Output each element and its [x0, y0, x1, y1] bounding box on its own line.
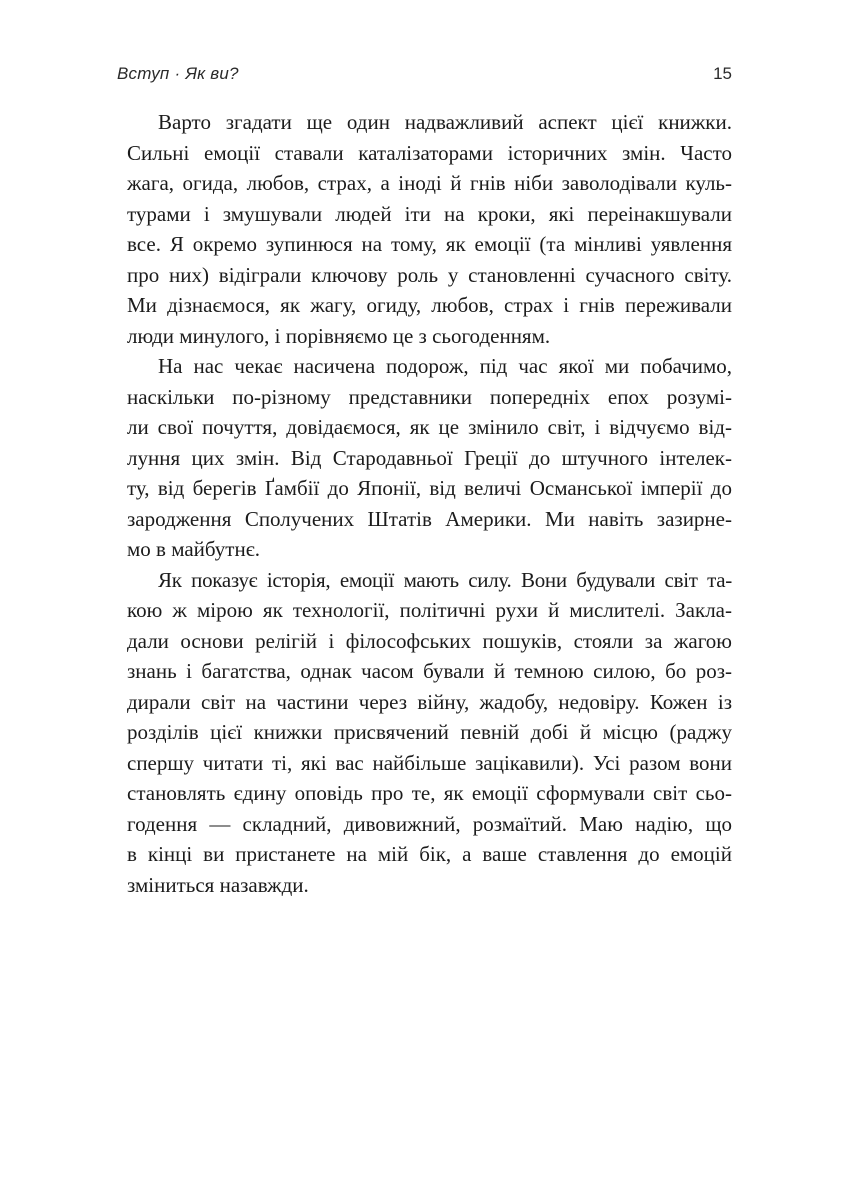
text-line: зміниться назавжди. [127, 872, 309, 897]
text-line: На нас чекає насичена подорож, під час якої ми побачимо, [158, 354, 732, 378]
text-line: луння цих змін. Від Стародавньої Греції до штучного інтелек- [127, 445, 732, 470]
running-head-separator: · [174, 64, 181, 83]
text-line: ли свої почуття, довідаємося, як це змінило світ, і відчуємо від- [127, 415, 732, 439]
text-line: знань і багатства, однак часом бували й темною силою, бо роз- [127, 659, 732, 683]
paragraph-1 [127, 107, 732, 351]
running-head-section: Вступ [117, 64, 170, 83]
text-line: зародження Сполучених Штатів Америки. Ми навіть зазирне- [127, 506, 732, 531]
running-head-chapter: Як ви? [185, 64, 239, 83]
text-line: Ми дізнаємося, як жагу, огиду, любов, страх і гнів переживали [127, 293, 732, 317]
text-line: жага, огида, любов, страх, а іноді й гнів ніби заволодівали куль- [127, 171, 732, 195]
text-line: Варто згадати ще один надважливий аспект цієї книжки. [158, 110, 732, 134]
text-line: дирали світ на частини через війну, жадобу, недовіру. Кожен із [127, 689, 732, 714]
text-line: наскільки по-різному представники попередніх епох розумі- [127, 384, 732, 409]
text-line: все. Я окремо зупинюся на тому, як емоції (та мінливі уявлення [127, 232, 732, 256]
text-line: спершу читати ті, які вас найбільше зацікавили). Усі разом вони [127, 750, 732, 775]
text-line: Як показує історія, емоції мають силу. Вони будували світ та- [158, 567, 732, 592]
text-line: дали основи релігій і філософських пошуків, стояли за жагою [127, 628, 732, 653]
paragraph-3 [127, 565, 732, 901]
text-line: люди минулого, і порівняємо це з сьогоденням. [127, 323, 551, 348]
page-number: 15 [713, 64, 732, 83]
body-text [127, 107, 732, 900]
text-line: Сильні емоції ставали каталізаторами історичних змін. Часто [127, 140, 732, 165]
text-line: турами і змушували людей іти на кроки, які переінакшували [127, 201, 732, 226]
text-line: мо в майбутнє. [127, 537, 260, 561]
text-line: кою ж мірою як технології, політичні рухи й мислителі. Закла- [127, 598, 732, 622]
paragraph-2 [127, 351, 732, 565]
text-line: становлять єдину оповідь про те, як емоції сформували світ сьо- [127, 781, 732, 805]
text-line: про них) відіграли ключову роль у становленні сучасного світу. [127, 262, 732, 287]
running-head [117, 64, 239, 84]
text-line: годення — складний, дивовижний, розмаїтий. Маю надію, що [127, 811, 732, 836]
text-line: ту, від берегів Ґамбії до Японії, від величі Османської імперії до [127, 476, 732, 500]
text-line: в кінці ви пристанете на мій бік, а ваше ставлення до емоцій [127, 842, 732, 866]
text-line: розділів цієї книжки присвячений певній добі й місцю (раджу [127, 720, 732, 744]
